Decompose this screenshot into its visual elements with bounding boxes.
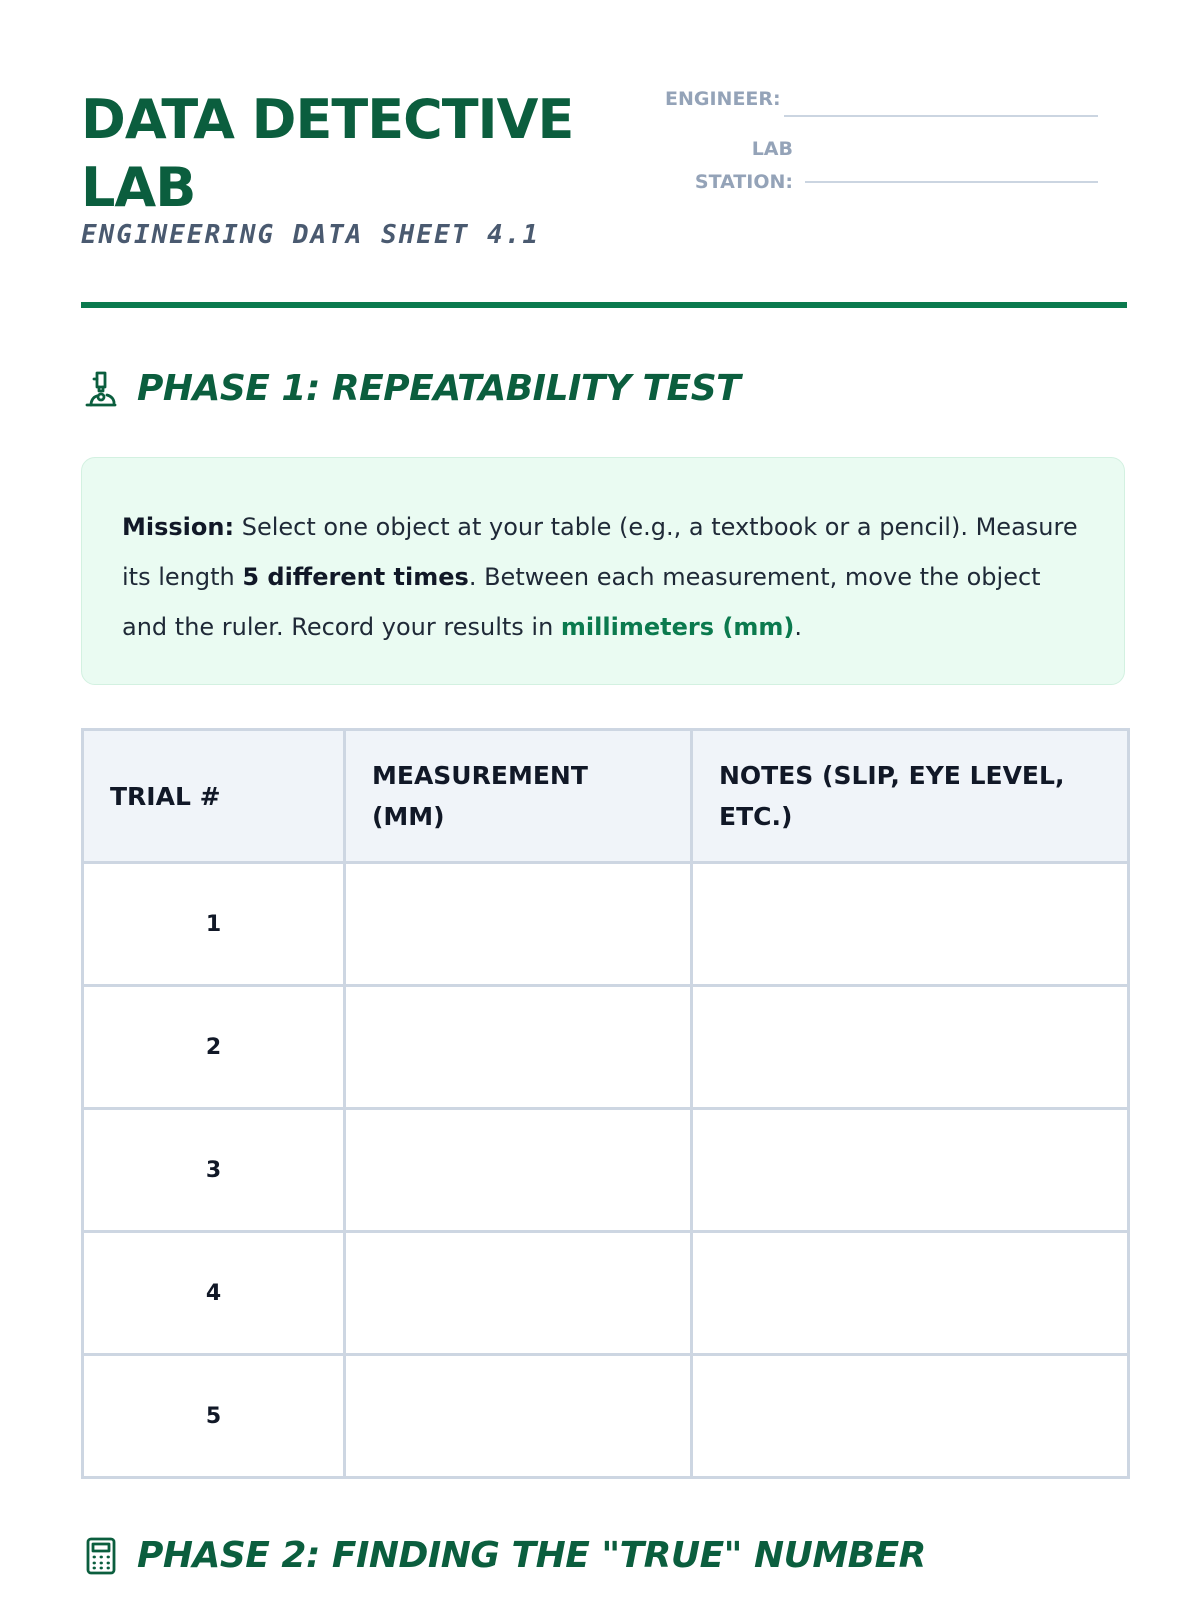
table-row [83,1355,1129,1478]
mission-unit: millimeters (mm) [560,613,795,641]
phase1-heading [81,368,740,409]
column-header-trial: TRIAL # [83,730,345,863]
mission-text-c: . [794,613,802,641]
lab-station-input-line[interactable] [805,181,1098,183]
measurement-cell[interactable] [345,1232,692,1355]
notes-cell[interactable] [692,986,1129,1109]
calculator-icon [81,1536,121,1576]
notes-cell[interactable] [692,1109,1129,1232]
page-title [81,86,641,222]
mission-box [81,457,1125,685]
table-row [83,863,1129,986]
engineer-label: ENGINEER: [665,88,781,110]
lab-station-label-line1: LAB [751,138,793,160]
measurement-cell[interactable] [345,863,692,986]
page-title-line1: DATA DETECTIVE [81,88,574,151]
engineer-input-line[interactable] [784,115,1098,117]
measurement-cell[interactable] [345,1109,692,1232]
measurement-cell[interactable] [345,1355,692,1478]
measurement-table [81,728,1130,1479]
trial-number: 2 [83,986,345,1109]
lab-station-label-line2: STATION: [694,171,793,193]
phase2-heading [81,1535,926,1576]
mission-text-a: Select one object at your table (e.g., a textbook or a pencil). Measure its length [122,513,1078,591]
table-header-row [83,730,1129,863]
trial-number: 1 [83,863,345,986]
notes-cell[interactable] [692,863,1129,986]
notes-cell[interactable] [692,1232,1129,1355]
measurement-cell[interactable] [345,986,692,1109]
table-row [83,986,1129,1109]
trial-number: 5 [83,1355,345,1478]
header-divider [81,302,1127,308]
mission-text-b: . Between each measurement, move the object and the ruler. Record your results in [122,563,1041,641]
page-title-line2: LAB [81,156,196,219]
header [81,86,1127,306]
mission-emphasis: 5 different times [242,563,469,591]
notes-cell[interactable] [692,1355,1129,1478]
trial-number: 4 [83,1232,345,1355]
column-header-notes: NOTES (SLIP, EYE LEVEL, ETC.) [692,730,1129,863]
trial-number: 3 [83,1109,345,1232]
phase1-title: PHASE 1: REPEATABILITY TEST [137,368,741,409]
page-subtitle: ENGINEERING DATA SHEET 4.1 [81,220,540,250]
table-row [83,1232,1129,1355]
phase2-title: PHASE 2: FINDING THE "TRUE" NUMBER [137,1535,926,1576]
microscope-icon [81,369,121,409]
table-row [83,1109,1129,1232]
mission-lead: Mission: [122,513,235,541]
column-header-measurement: MEASUREMENT (MM) [345,730,692,863]
